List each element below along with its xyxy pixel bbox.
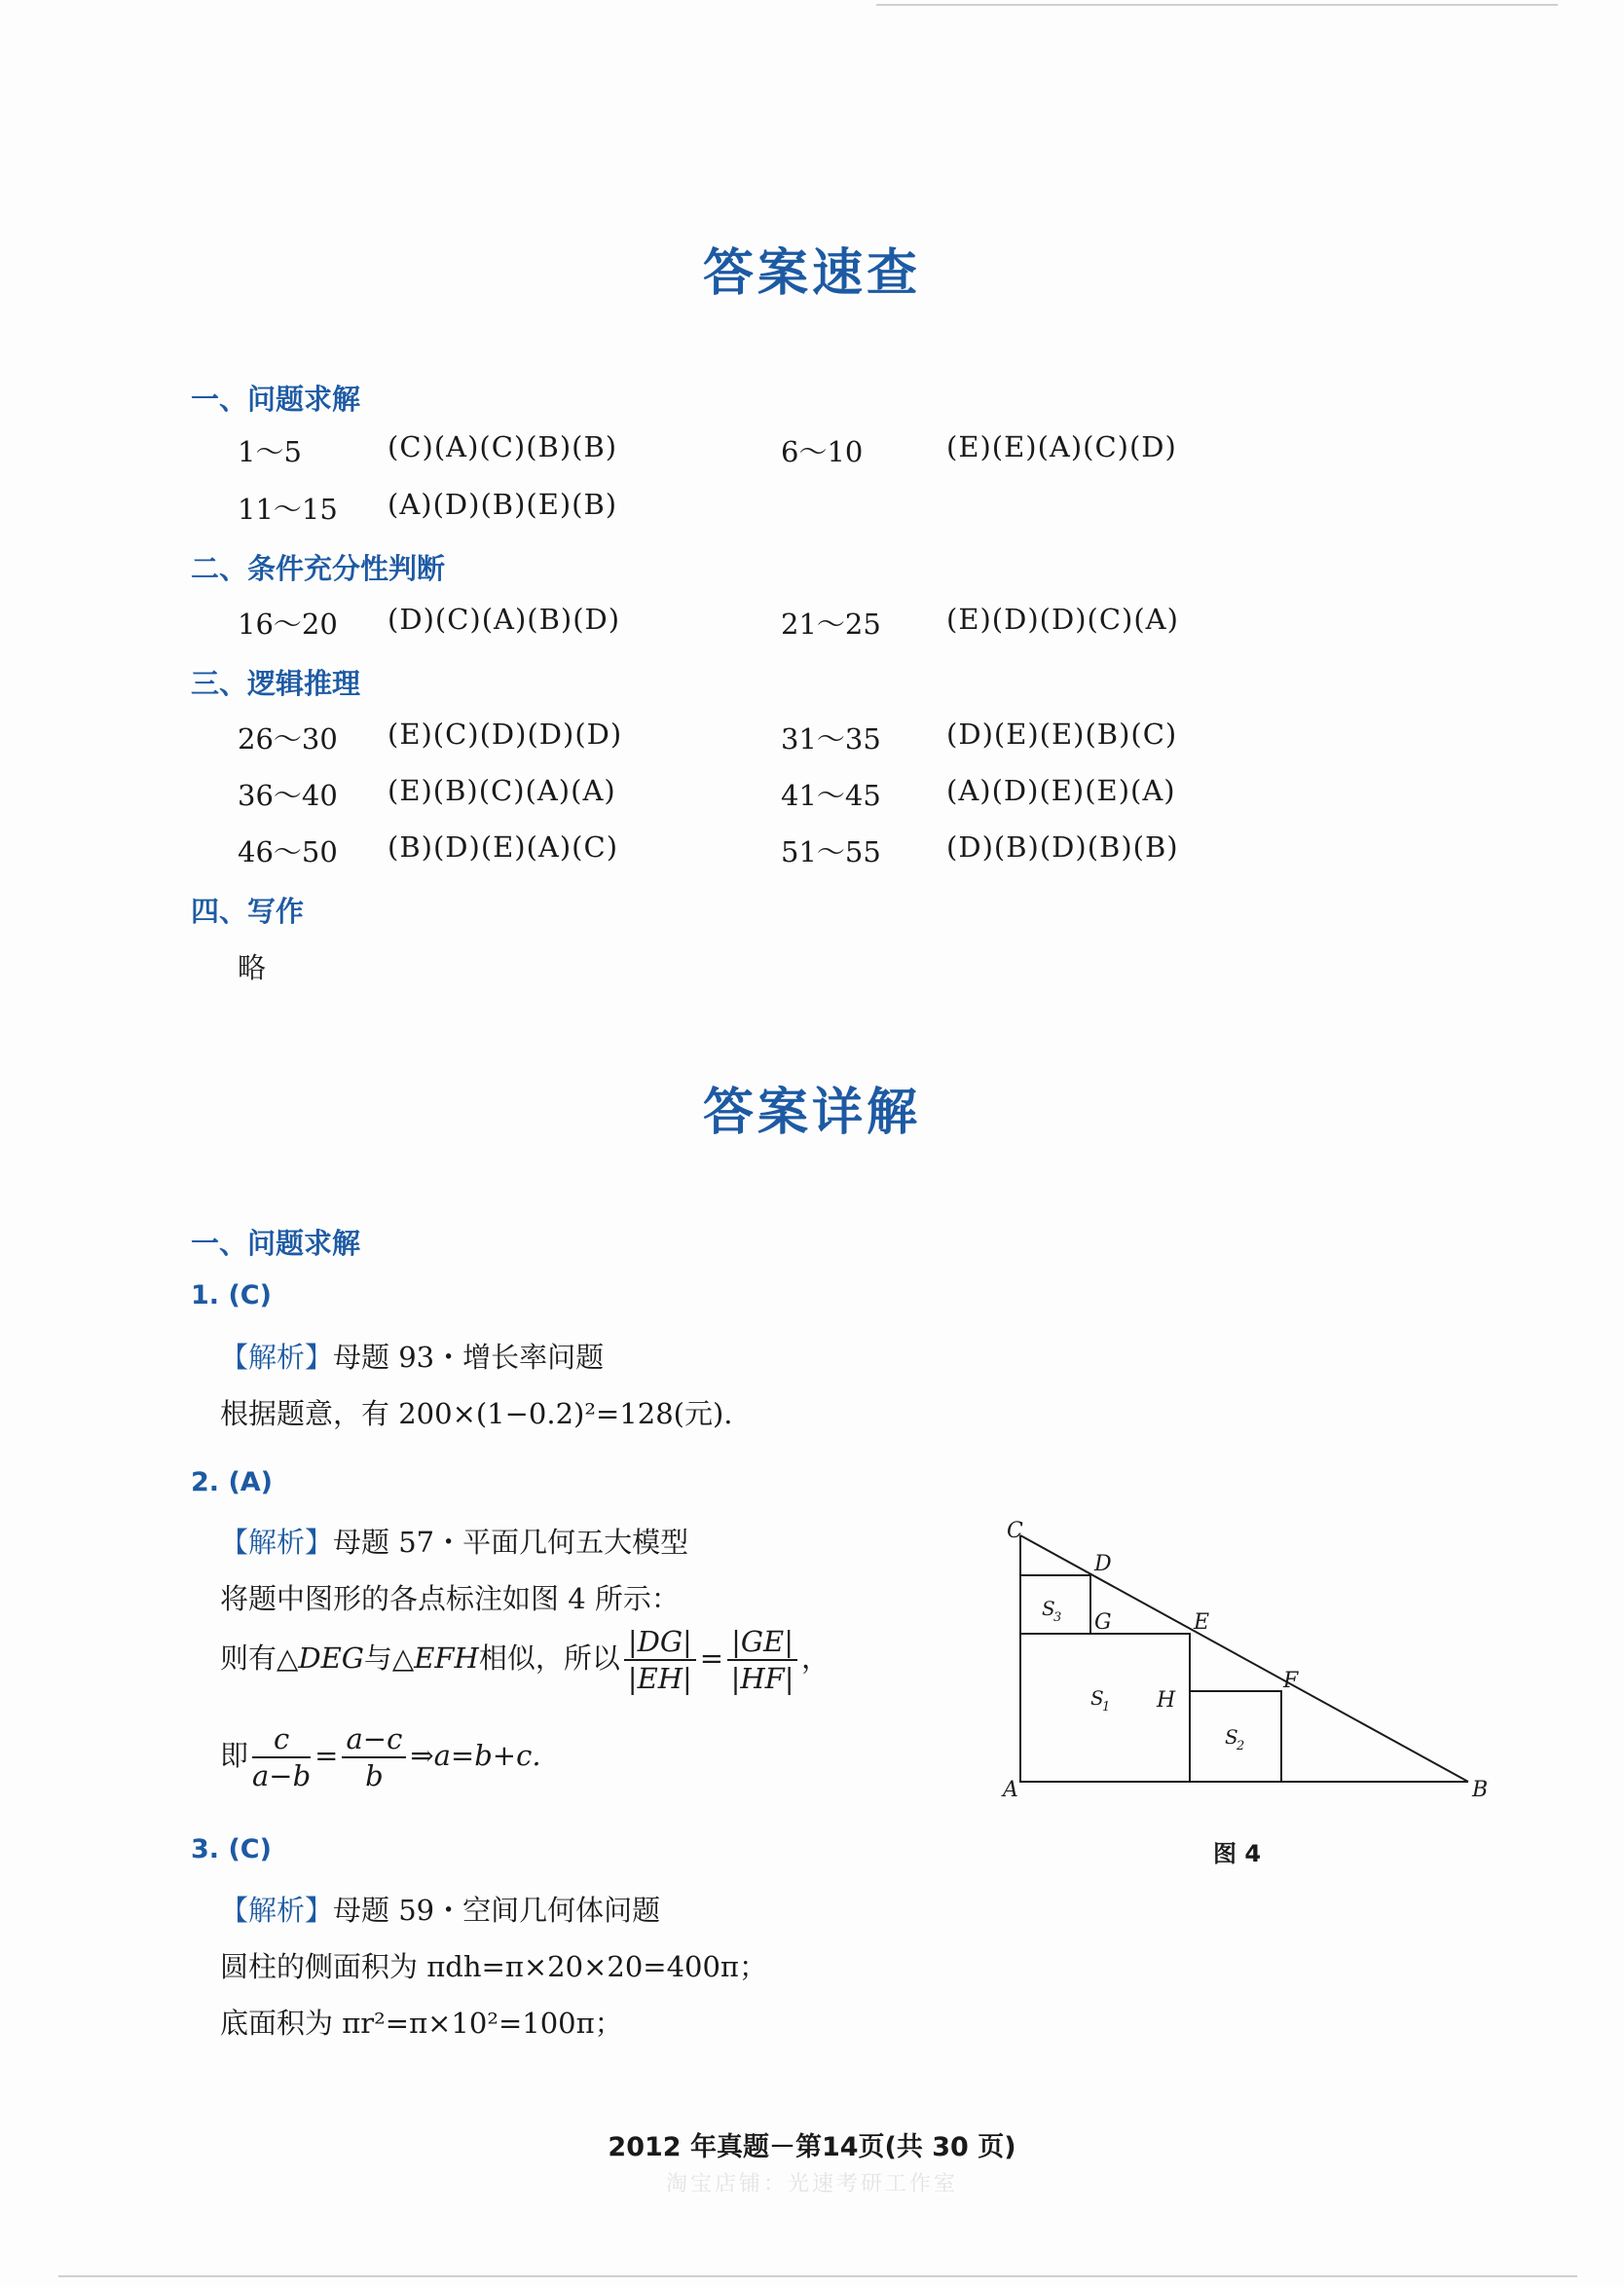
section-heading-writing: 四、写作	[191, 895, 305, 928]
analysis-tag: 【解析】	[220, 1341, 334, 1374]
question-2-line-3: 即 $\frac{c}{a-b}$ = $\frac{a-c}{b}$ ⇒a=b+c.	[220, 1722, 541, 1792]
point-g-label: G	[1094, 1610, 1112, 1635]
text-segment: 则有△	[220, 1641, 299, 1675]
analysis-tag: 【解析】	[220, 1526, 334, 1559]
question-2-line-2: 则有△DEG与△EFH相似，所以 $\frac{|DG|}{|EH|}$ = $\frac{|GE|}{|HF|}$ ，	[220, 1625, 830, 1695]
range-label: 36～40	[238, 779, 338, 812]
answer-list: (A)(D)(E)(E)(A)	[946, 774, 1176, 807]
answer-list: (E)(B)(C)(A)(A)	[388, 774, 616, 807]
question-3-line-1: 圆柱的侧面积为 πdh=π×20×20=400π；	[220, 1950, 767, 1983]
area-s3-subscript: 3	[1053, 1610, 1062, 1625]
denominator: a−b	[252, 1759, 312, 1792]
answer-list: (C)(A)(C)(B)(B)	[388, 430, 618, 463]
point-h-label: H	[1157, 1688, 1176, 1713]
area-s1-subscript: 1	[1102, 1700, 1111, 1715]
question-3-number: 3. (C)	[191, 1834, 272, 1864]
question-3-line-2: 底面积为 πr²=π×10²=100π；	[220, 2007, 623, 2040]
range-label: 6～10	[781, 435, 864, 468]
text-segment: 即	[220, 1739, 249, 1772]
fraction-a-minus-c-over-b	[342, 1721, 406, 1793]
topic-label: 母题 59・空间几何体问题	[333, 1894, 661, 1927]
point-d-label: D	[1094, 1552, 1112, 1576]
answer-list: (D)(C)(A)(B)(D)	[388, 603, 621, 636]
fraction-dg-eh	[624, 1624, 696, 1696]
range-label: 31～35	[781, 722, 881, 756]
fraction-ge-hf	[727, 1624, 797, 1696]
question-3-analysis	[220, 1889, 660, 1929]
answer-list: (E)(C)(D)(D)(D)	[388, 718, 623, 751]
point-a-label: A	[1003, 1778, 1018, 1802]
range-label: 46～50	[238, 835, 338, 868]
denominator: b	[365, 1759, 384, 1792]
section-heading-sufficiency: 二、条件充分性判断	[191, 552, 446, 585]
detail-answer-title: 答案详解	[702, 1083, 921, 1142]
answer-list: (E)(E)(A)(C)(D)	[946, 430, 1177, 463]
question-1-solution: 根据题意，有 200×(1−0.2)²=128(元).	[220, 1397, 733, 1430]
question-1-number: 1. (C)	[191, 1280, 272, 1310]
writing-omitted: 略	[238, 951, 267, 984]
triangle-name: EFH	[414, 1641, 479, 1675]
area-s2-subscript: 2	[1236, 1739, 1245, 1753]
topic-label: 母题 93・增长率问题	[333, 1341, 605, 1374]
detail-section-heading: 一、问题求解	[191, 1227, 361, 1260]
range-label: 1～5	[238, 435, 302, 468]
quick-answer-title: 答案速查	[702, 243, 921, 303]
numerator: a−c	[342, 1721, 406, 1758]
answer-list: (D)(E)(E)(B)(C)	[946, 718, 1178, 751]
denominator: |EH|	[627, 1662, 692, 1695]
answer-list: (B)(D)(E)(A)(C)	[388, 830, 619, 864]
answer-list: (A)(D)(B)(E)(B)	[388, 488, 618, 521]
text-segment: ，	[801, 1641, 830, 1675]
range-label: 16～20	[238, 608, 338, 641]
square-s3	[1020, 1575, 1090, 1634]
range-label: 26～30	[238, 722, 338, 756]
topic-label: 母题 57・平面几何五大模型	[333, 1526, 689, 1559]
watermark: 淘宝店铺：光速考研工作室	[665, 2172, 958, 2196]
point-c-label: C	[1007, 1519, 1023, 1543]
answer-list: (D)(B)(D)(B)(B)	[946, 830, 1179, 864]
area-s1-label: S	[1090, 1686, 1104, 1710]
point-f-label: F	[1283, 1669, 1299, 1693]
text-segment: 相似，所以	[478, 1641, 620, 1675]
top-border-line	[876, 4, 1558, 6]
range-label: 11～15	[238, 493, 338, 526]
question-1-analysis	[220, 1336, 604, 1376]
question-2-analysis	[220, 1521, 688, 1561]
text-segment: 与△	[363, 1641, 415, 1675]
range-label: 41～45	[781, 779, 881, 812]
section-heading-logic: 三、逻辑推理	[191, 667, 361, 700]
numerator: |GE|	[727, 1624, 797, 1661]
denominator: |HF|	[730, 1662, 794, 1695]
range-label: 51～55	[781, 835, 881, 868]
range-label: 21～25	[781, 608, 881, 641]
point-e-label: E	[1194, 1610, 1210, 1635]
figure-caption: 图 4	[1213, 1840, 1262, 1867]
area-s3-label: S	[1042, 1597, 1055, 1620]
question-2-number: 2. (A)	[191, 1467, 274, 1497]
point-b-label: B	[1472, 1778, 1489, 1802]
area-s2-label: S	[1225, 1725, 1238, 1749]
text-segment: ⇒a=b+c.	[410, 1739, 541, 1772]
numerator: |DG|	[624, 1624, 696, 1661]
bottom-border-line	[58, 2275, 1577, 2277]
page-footer: 2012 年真题－第14页(共 30 页)	[608, 2132, 1016, 2162]
triangle-name: DEG	[298, 1641, 364, 1675]
section-heading-problem-solving: 一、问题求解	[191, 383, 361, 416]
answer-list: (E)(D)(D)(C)(A)	[946, 603, 1179, 636]
question-2-line-1: 将题中图形的各点标注如图 4 所示：	[220, 1582, 680, 1615]
figure-4-diagram	[993, 1514, 1499, 1816]
fraction-c-over-a-minus-b	[252, 1721, 311, 1793]
numerator: c	[252, 1721, 311, 1758]
analysis-tag: 【解析】	[220, 1894, 334, 1927]
